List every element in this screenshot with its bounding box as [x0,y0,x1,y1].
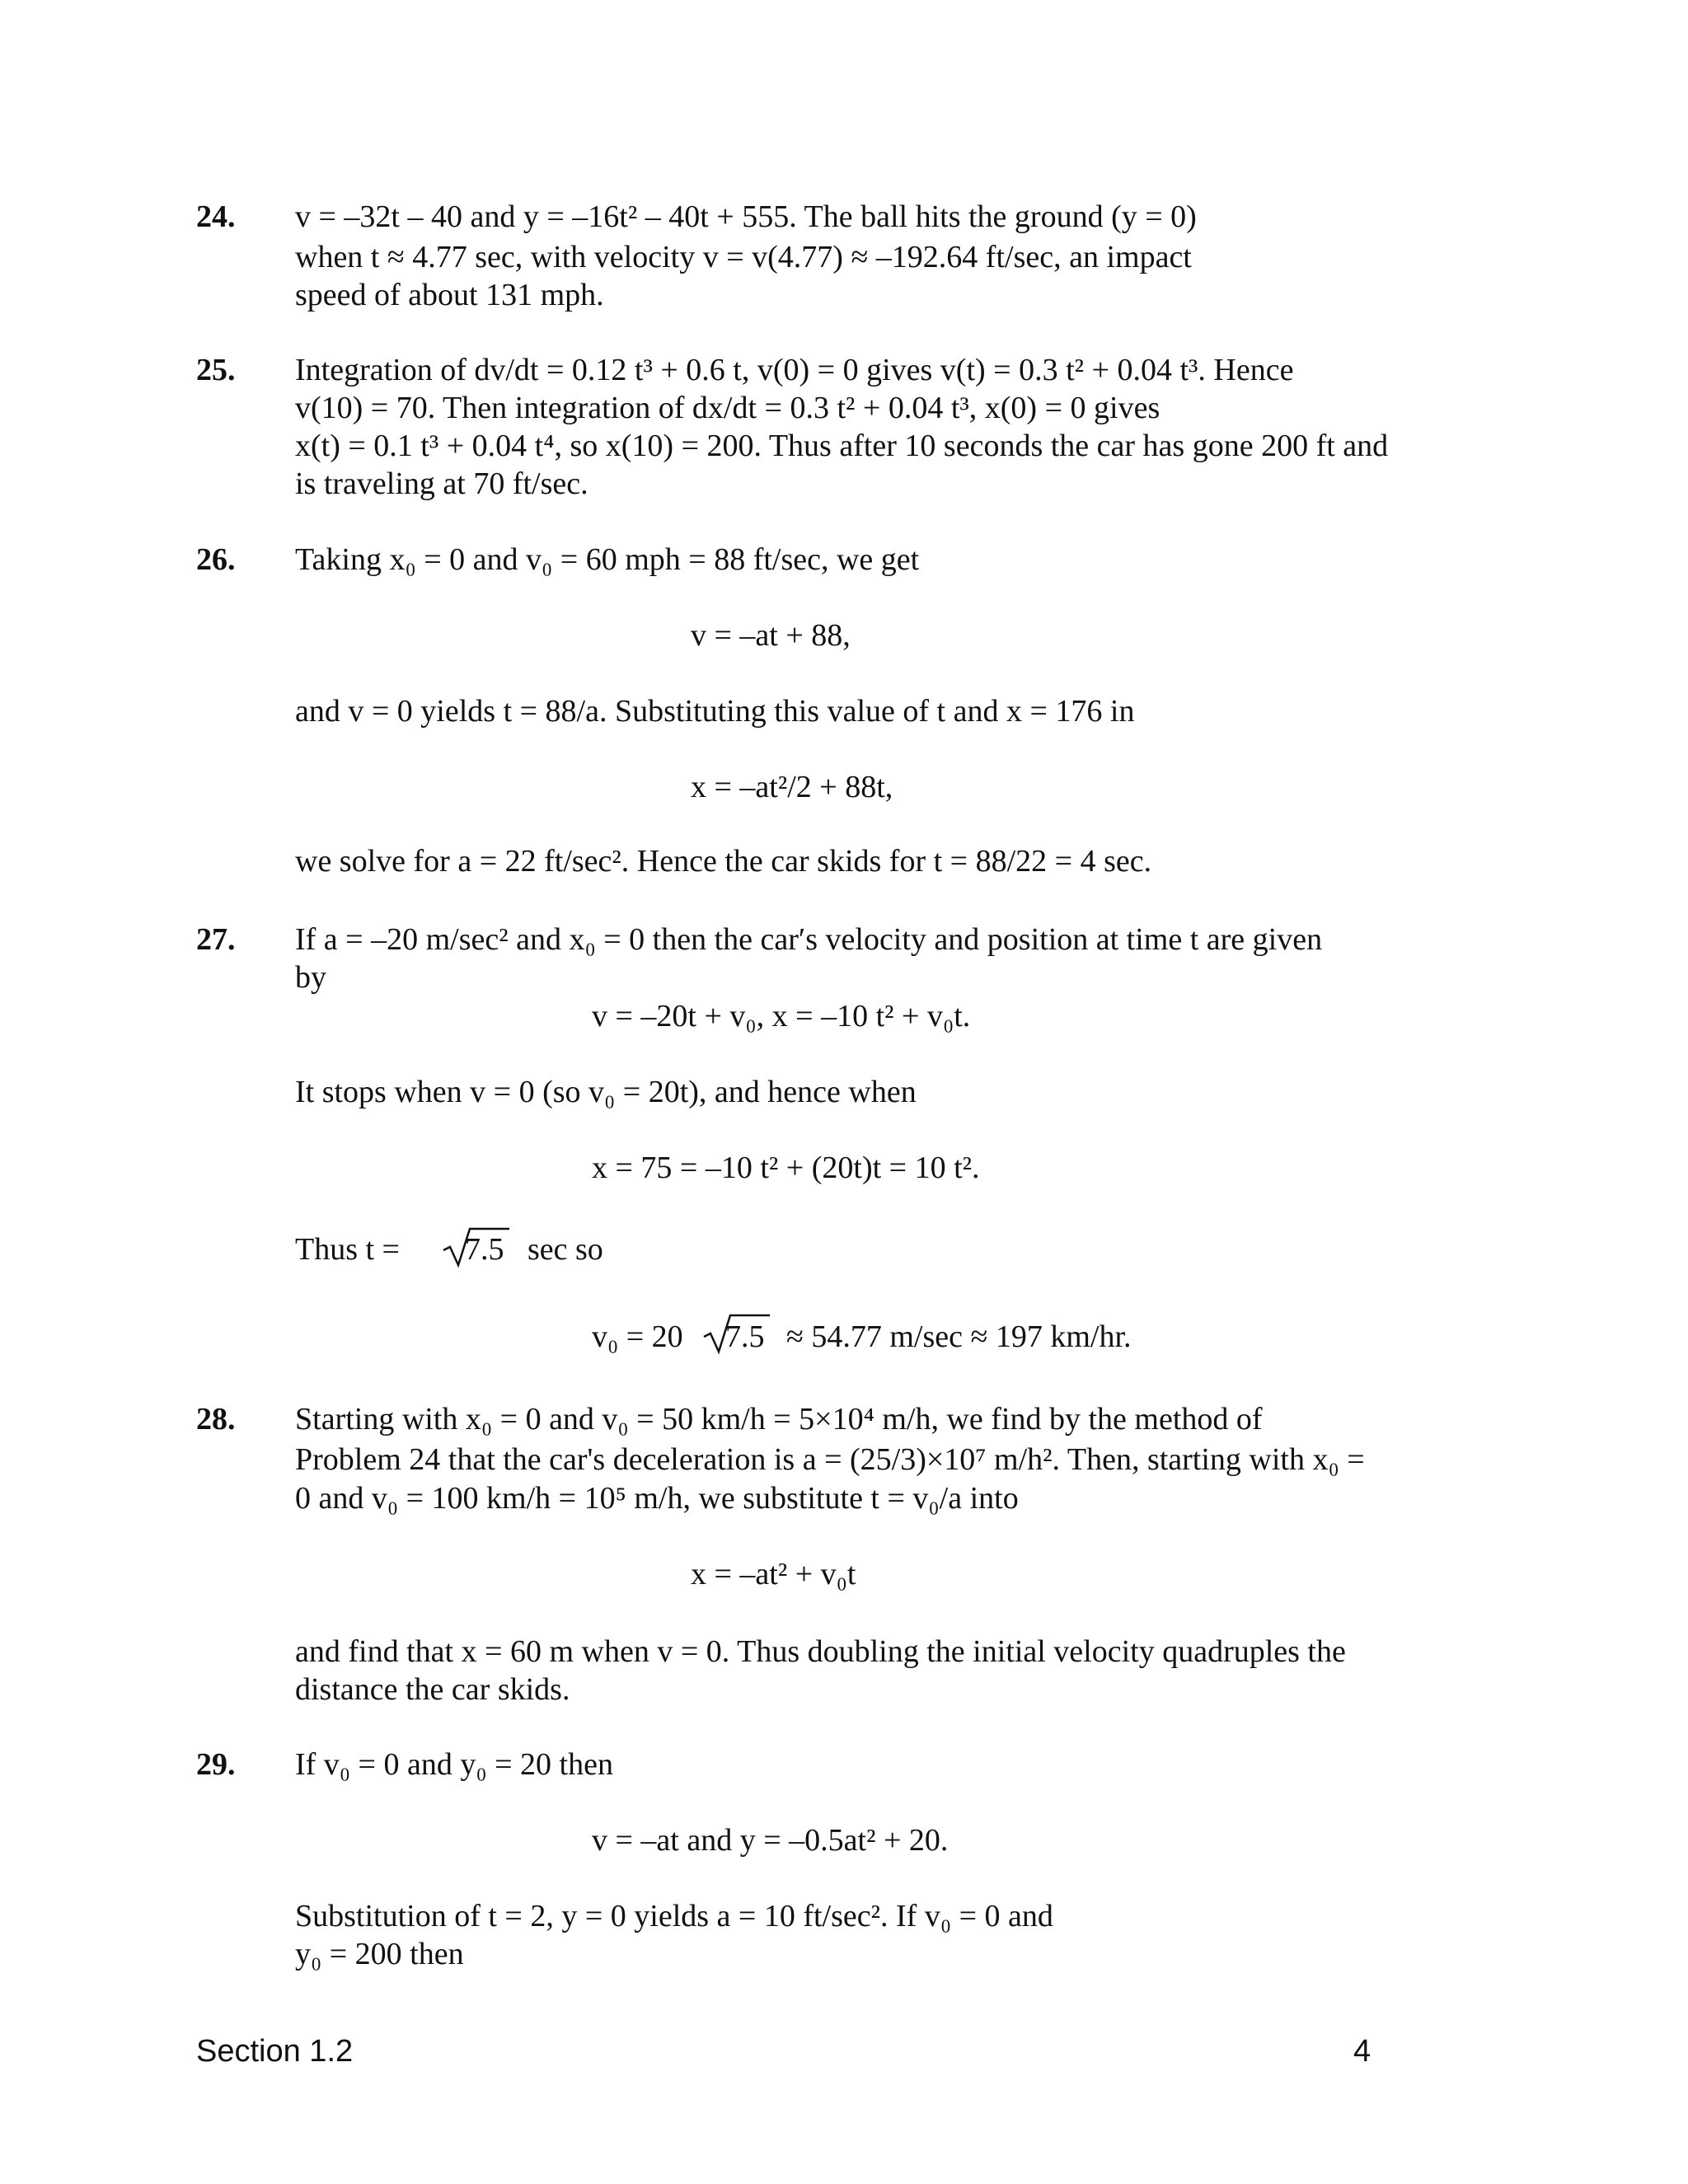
problem-25-line-2: v(10) = 70. Then integration of dx/dt = 0.3 t² + 0.04 t³, x(0) = 0 gives [295,391,1160,425]
problem-27-thus-text: Thus t = [295,1232,400,1267]
problem-24-line-1: v = –32t – 40 and y = –16t² – 40t + 555. The ball hits the ground (y = 0) [295,199,1197,234]
problem-27-line-3: It stops when v = 0 (so v₀ = 20t), and hence when [295,1075,917,1109]
problem-27-line-1: If a = –20 m/sec² and x₀ = 0 then the car′s velocity and position at time t are given [295,922,1323,957]
footer-section-label: Section 1.2 [196,2034,354,2069]
problem-29-equation: v = –at and y = –0.5at² + 20. [592,1823,949,1858]
problem-26-line-3: we solve for a = 22 ft/sec². Hence the car skids for t = 88/22 = 4 sec. [295,844,1152,879]
problem-27-number: 27. [196,922,236,957]
problem-27-line-2: by [295,960,326,995]
problem-25-line-1: Integration of dv/dt = 0.12 t³ + 0.6 t, v(0) = 0 gives v(t) = 0.3 t² + 0.04 t³. Hence [295,353,1294,387]
problem-28-number: 28. [196,1402,236,1436]
problem-27-equation-1: v = –20t + v₀, x = –10 t² + v₀t. [592,999,971,1033]
problem-26-equation-1: v = –at + 88, [691,618,851,653]
problem-25-number: 25. [196,353,236,387]
problem-28-line-4: and find that x = 60 m when v = 0. Thus doubling the initial velocity quadruples the [295,1634,1346,1669]
problem-24-line-2: when t ≈ 4.77 sec, with velocity v = v(4.77) ≈ –192.64 ft/sec, an impact [295,240,1192,274]
problem-27-radicand-1: 7.5 [465,1232,504,1267]
problem-28-line-5: distance the car skids. [295,1672,570,1707]
problem-27-sec-so: sec so [528,1232,603,1267]
problem-24-line-3: speed of about 131 mph. [295,278,604,312]
problem-29-line-2: Substitution of t = 2, y = 0 yields a = 10 ft/sec². If v₀ = 0 and [295,1899,1053,1933]
problem-29-number: 29. [196,1747,236,1782]
problem-25-line-4: is traveling at 70 ft/sec. [295,466,588,501]
problem-28-equation: x = –at² + v₀t [691,1557,856,1591]
problem-28-line-1: Starting with x₀ = 0 and v₀ = 50 km/h = 5×10⁴ m/h, we find by the method of [295,1402,1263,1436]
problem-26-line-2: and v = 0 yields t = 88/a. Substituting this value of t and x = 176 in [295,694,1135,729]
problem-26-equation-2: x = –at²/2 + 88t, [691,770,893,804]
problem-28-line-3: 0 and v₀ = 100 km/h = 10⁵ m/h, we substitute t = v₀/a into [295,1481,1019,1516]
problem-27-v0-lhs: v₀ = 20 [592,1319,683,1354]
problem-27-v0-rhs: ≈ 54.77 m/sec ≈ 197 km/hr. [786,1319,1132,1354]
problem-28-line-2: Problem 24 that the car's deceleration is a = (25/3)×10⁷ m/h². Then, starting with x₀ = [295,1442,1365,1477]
problem-29-line-3: y₀ = 200 then [295,1937,464,1971]
problem-27-radicand-2: 7.5 [725,1319,765,1354]
footer-page-number: 4 [1353,2034,1372,2069]
problem-27-equation-2: x = 75 = –10 t² + (20t)t = 10 t². [592,1151,980,1185]
problem-26-line-1: Taking x₀ = 0 and v₀ = 60 mph = 88 ft/sec, we get [295,542,920,577]
problem-25-line-3: x(t) = 0.1 t³ + 0.04 t⁴, so x(10) = 200. Thus after 10 seconds the car has gone 200 ft and [295,429,1389,463]
problem-24-number: 24. [196,199,236,234]
problem-26-number: 26. [196,542,236,577]
problem-29-line-1: If v₀ = 0 and y₀ = 20 then [295,1747,613,1782]
